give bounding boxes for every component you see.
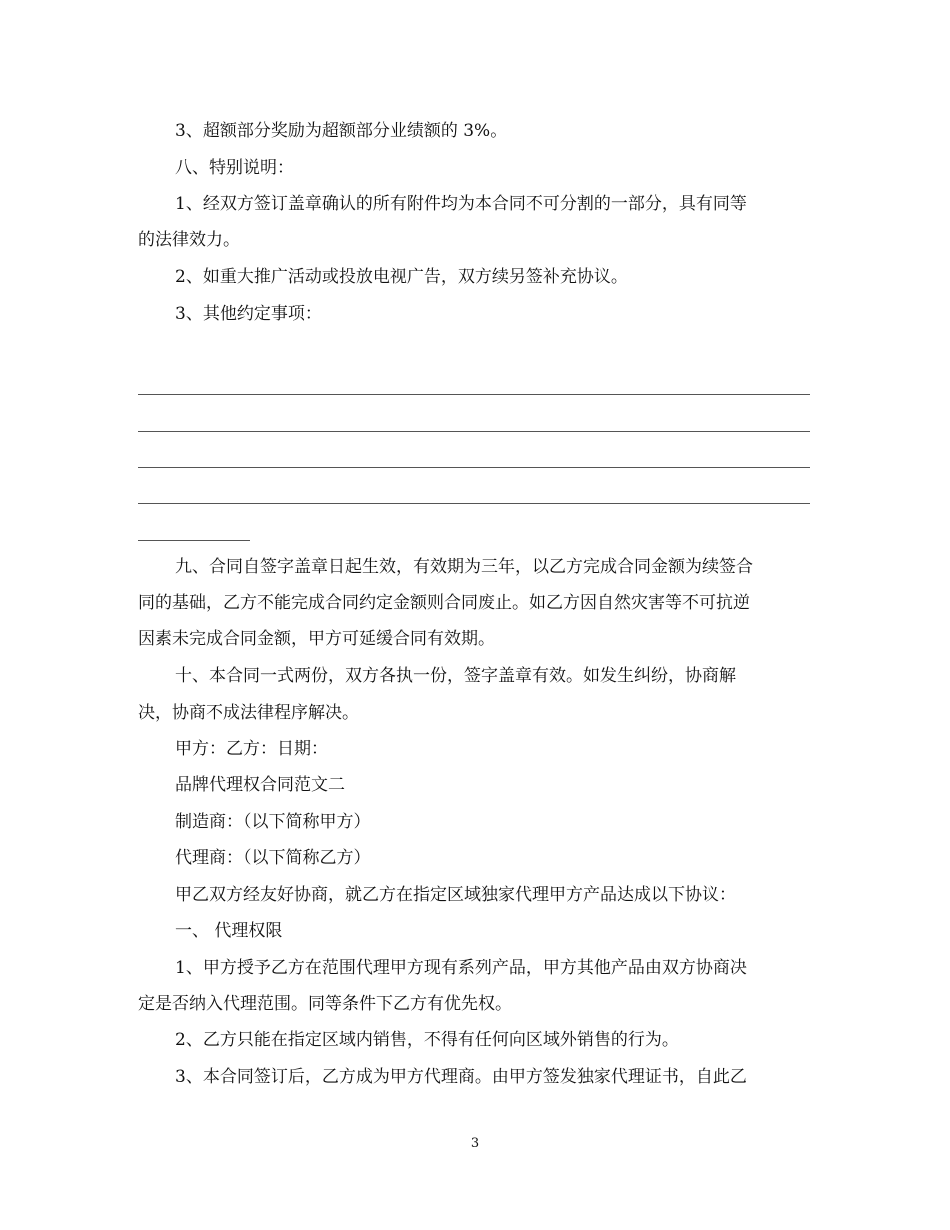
document-subtitle: 品牌代理权合同范文二 <box>175 775 345 795</box>
paragraph-line: 甲乙双方经友好协商，就乙方在指定区域独家代理甲方产品达成以下协议： <box>175 885 736 905</box>
paragraph-line: 十、本合同一式两份，双方各执一份，签字盖章有效。如发生纠纷，协商解 <box>175 666 736 686</box>
paragraph-line: 3、其他约定事项： <box>175 304 322 324</box>
party-line: 制造商：（以下简称甲方） <box>175 812 371 832</box>
paragraph-line: 因素未完成合同金额，甲方可延缓合同有效期。 <box>138 629 495 649</box>
page-number: 3 <box>470 1136 480 1151</box>
signature-line: 甲方：乙方：日期： <box>175 739 328 759</box>
blank-fill-line <box>138 503 810 504</box>
paragraph-line: 决，协商不成法律程序解决。 <box>138 703 359 723</box>
party-line: 代理商：（以下简称乙方） <box>175 848 371 868</box>
section-heading: 八、特别说明： <box>175 158 294 178</box>
blank-fill-line <box>138 540 250 541</box>
paragraph-line: 定是否纳入代理范围。同等条件下乙方有优先权。 <box>138 994 512 1014</box>
section-heading: 一、 代理权限 <box>175 921 283 941</box>
paragraph-line: 的法律效力。 <box>138 230 240 250</box>
paragraph-line: 2、如重大推广活动或投放电视广告，双方续另签补充协议。 <box>175 267 628 287</box>
paragraph-line: 1、经双方签订盖章确认的所有附件均为本合同不可分割的一部分，具有同等 <box>175 194 747 214</box>
paragraph-line: 3、本合同签订后，乙方成为甲方代理商。由甲方签发独家代理证书，自此乙 <box>175 1067 747 1087</box>
paragraph-line: 3、超额部分奖励为超额部分业绩额的 3%。 <box>175 121 508 141</box>
paragraph-line: 1、甲方授予乙方在范围代理甲方现有系列产品，甲方其他产品由双方协商决 <box>175 958 747 978</box>
paragraph-line: 2、乙方只能在指定区域内销售，不得有任何向区域外销售的行为。 <box>175 1030 679 1050</box>
paragraph-line: 九、合同自签字盖章日起生效，有效期为三年，以乙方完成合同金额为续签合 <box>175 557 753 577</box>
paragraph-line: 同的基础，乙方不能完成合同约定金额则合同废止。如乙方因自然灾害等不可抗逆 <box>138 593 750 613</box>
blank-fill-line <box>138 431 810 432</box>
blank-fill-line <box>138 467 810 468</box>
blank-fill-line <box>138 394 810 395</box>
